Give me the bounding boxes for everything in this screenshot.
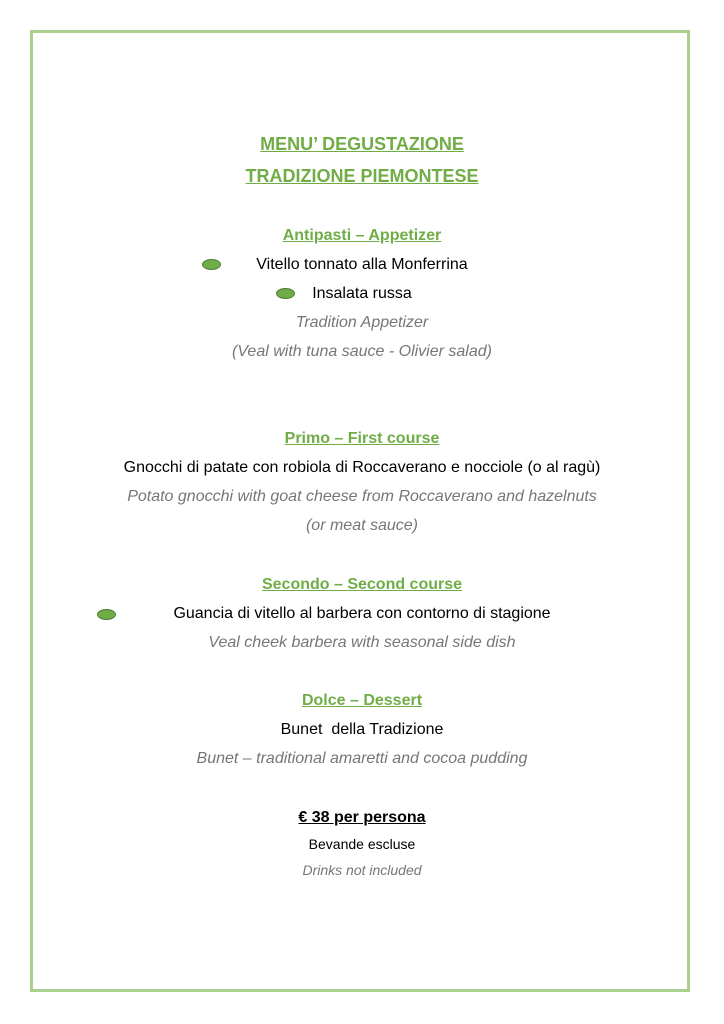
menu-subtitle: TRADIZIONE PIEMONTESE	[245, 166, 479, 186]
antipasti-heading: Antipasti – Appetizer	[282, 227, 442, 244]
dolce-description: Bunet – traditional amaretti and cocoa pudding	[196, 750, 528, 767]
primo-heading: Primo – First course	[284, 430, 440, 447]
antipasti-description-detail: (Veal with tuna sauce - Olivier salad)	[232, 343, 492, 360]
antipasti-description: Tradition Appetizer	[295, 314, 429, 331]
secondo-item: Guancia di vitello al barbera con contorno di stagione	[173, 605, 551, 622]
drinks-note: Bevande escluse	[308, 836, 416, 852]
dolce-item: Bunet della Tradizione	[280, 721, 444, 738]
primo-description-alt: (or meat sauce)	[305, 517, 419, 534]
antipasti-item-vitello: Vitello tonnato alla Monferrina	[256, 256, 468, 273]
primo-description: Potato gnocchi with goat cheese from Roccaverano and hazelnuts	[127, 488, 597, 505]
menu-title: MENU’ DEGUSTAZIONE	[260, 134, 464, 154]
secondo-heading: Secondo – Second course	[261, 576, 463, 593]
secondo-description: Veal cheek barbera with seasonal side dish	[208, 634, 516, 651]
price: € 38 per persona	[298, 809, 426, 826]
primo-item: Gnocchi di patate con robiola di Roccaverano e nocciole (o al ragù)	[123, 459, 601, 476]
antipasti-item-insalata: Insalata russa	[312, 285, 412, 302]
drinks-note-english: Drinks not included	[302, 862, 422, 878]
dolce-heading: Dolce – Dessert	[301, 692, 423, 709]
